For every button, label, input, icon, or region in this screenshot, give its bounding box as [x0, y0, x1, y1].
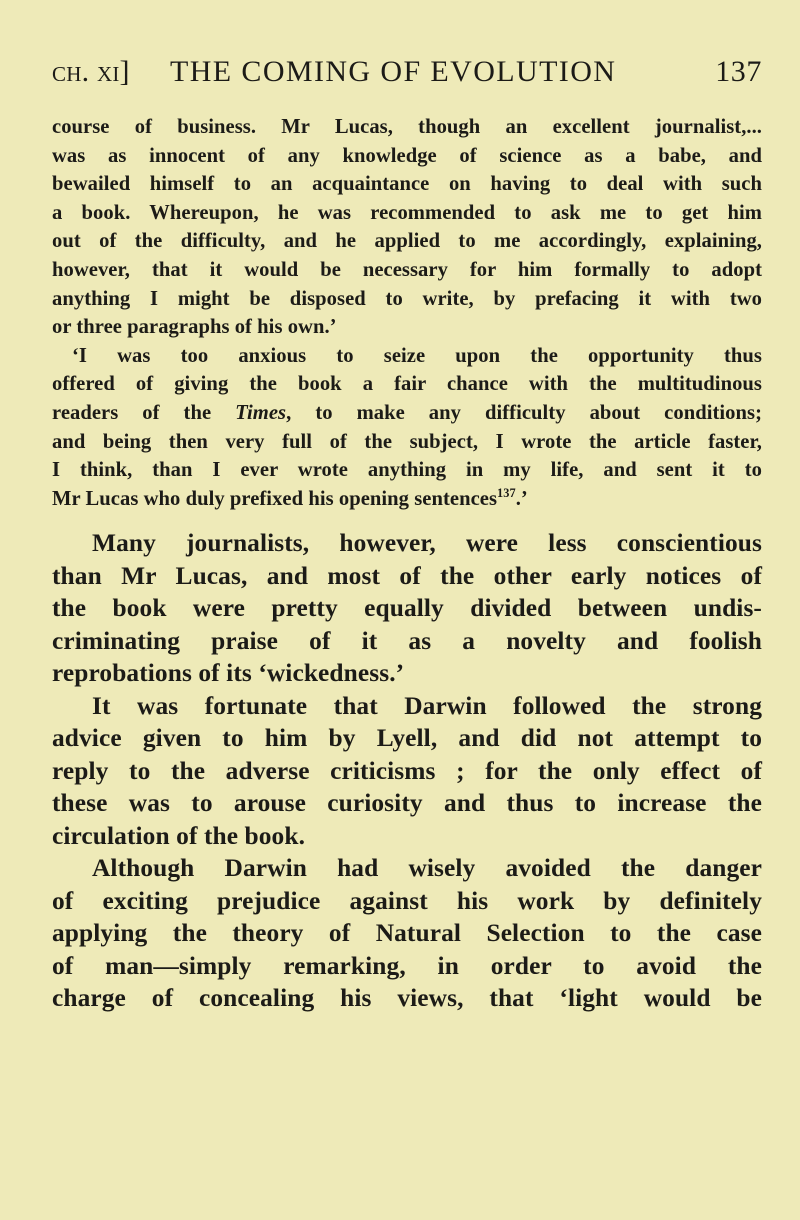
text-line: circulation of the book. — [52, 821, 306, 850]
text-line — [52, 690, 762, 723]
text-line — [52, 399, 762, 428]
text-line: charge of concealing his views, that ‘light would be — [52, 984, 762, 1012]
text-line — [52, 342, 762, 371]
text-line: out of the difficulty, and he applied to me accordingly, explaining, — [52, 230, 762, 253]
newspaper-title: Times — [235, 401, 287, 424]
text-line: offered of giving the book a fair chance with the multitudinous — [52, 373, 762, 396]
text-line: criminating praise of it as a novelty and foolish — [52, 626, 762, 655]
chapter-title: THE COMING OF EVOLUTION — [170, 55, 617, 88]
text-line: or three paragraphs of his own.’ — [52, 316, 337, 339]
page-number: 137 — [715, 55, 762, 88]
text-line — [52, 852, 762, 885]
extract-paragraph-1 — [52, 113, 762, 342]
text-line: and being then very full of the subject, I wrote the article faster, — [52, 430, 762, 453]
text-line: these was to arouse curiosity and thus to increase the — [52, 789, 762, 817]
text-line: anything I might be disposed to write, by prefacing it with two — [52, 287, 762, 310]
text-line: reprobations of its ‘wickedness.’ — [52, 659, 405, 687]
text-line: applying the theory of Natural Selection to the case — [52, 919, 762, 947]
text-line: course of business. Mr Lucas, though an excellent journalist,... — [52, 116, 762, 138]
text-line: of man—simply remarking, in order to avoid the — [52, 951, 762, 980]
main-text — [52, 527, 762, 1015]
footnote-reference: 137 — [497, 485, 516, 500]
text-line: bewailed himself to an acquaintance on having to deal with such — [52, 173, 762, 196]
text-run: Mr Lucas who duly prefixed his opening sentences — [52, 487, 498, 510]
text-run: , to make any difficulty about conditions; — [286, 401, 762, 424]
text-line: than Mr Lucas, and most of the other early notices of — [52, 561, 762, 590]
text-line — [52, 485, 762, 514]
chapter-label: ch. xi] — [52, 55, 130, 88]
text-line-content: Although Darwin had wisely avoided the danger — [92, 854, 762, 882]
body-paragraph-2 — [52, 690, 762, 853]
running-head — [52, 52, 762, 92]
text-line-content: Many journalists, however, were less conscientious — [92, 529, 762, 557]
extract-paragraph-2 — [52, 342, 762, 514]
text-line: reply to the adverse criticisms ; for the only effect of — [52, 756, 762, 785]
text-line: advice given to him by Lyell, and did not attempt to — [52, 724, 762, 752]
text-line: a book. Whereupon, he was recommended to ask me to get him — [52, 201, 762, 224]
text-line: the book were pretty equally divided between undis- — [52, 594, 762, 622]
text-line: I think, than I ever wrote anything in my life, and sent it to — [52, 459, 762, 482]
body-paragraph-1 — [52, 527, 762, 690]
text-run: .’ — [515, 487, 528, 510]
text-line — [52, 527, 762, 560]
text-line: of exciting prejudice against his work by definitely — [52, 886, 762, 915]
text-line: however, that it would be necessary for him formally to adopt — [52, 258, 762, 281]
text-run: readers of the — [52, 401, 236, 424]
text-line: was as innocent of any knowledge of science as a babe, and — [52, 144, 762, 167]
text-line-content: ‘I was too anxious to seize upon the opportunity thus — [72, 344, 762, 367]
body-paragraph-3 — [52, 852, 762, 1015]
quoted-extract — [52, 113, 762, 513]
text-line-content: It was fortunate that Darwin followed the strong — [92, 691, 762, 720]
